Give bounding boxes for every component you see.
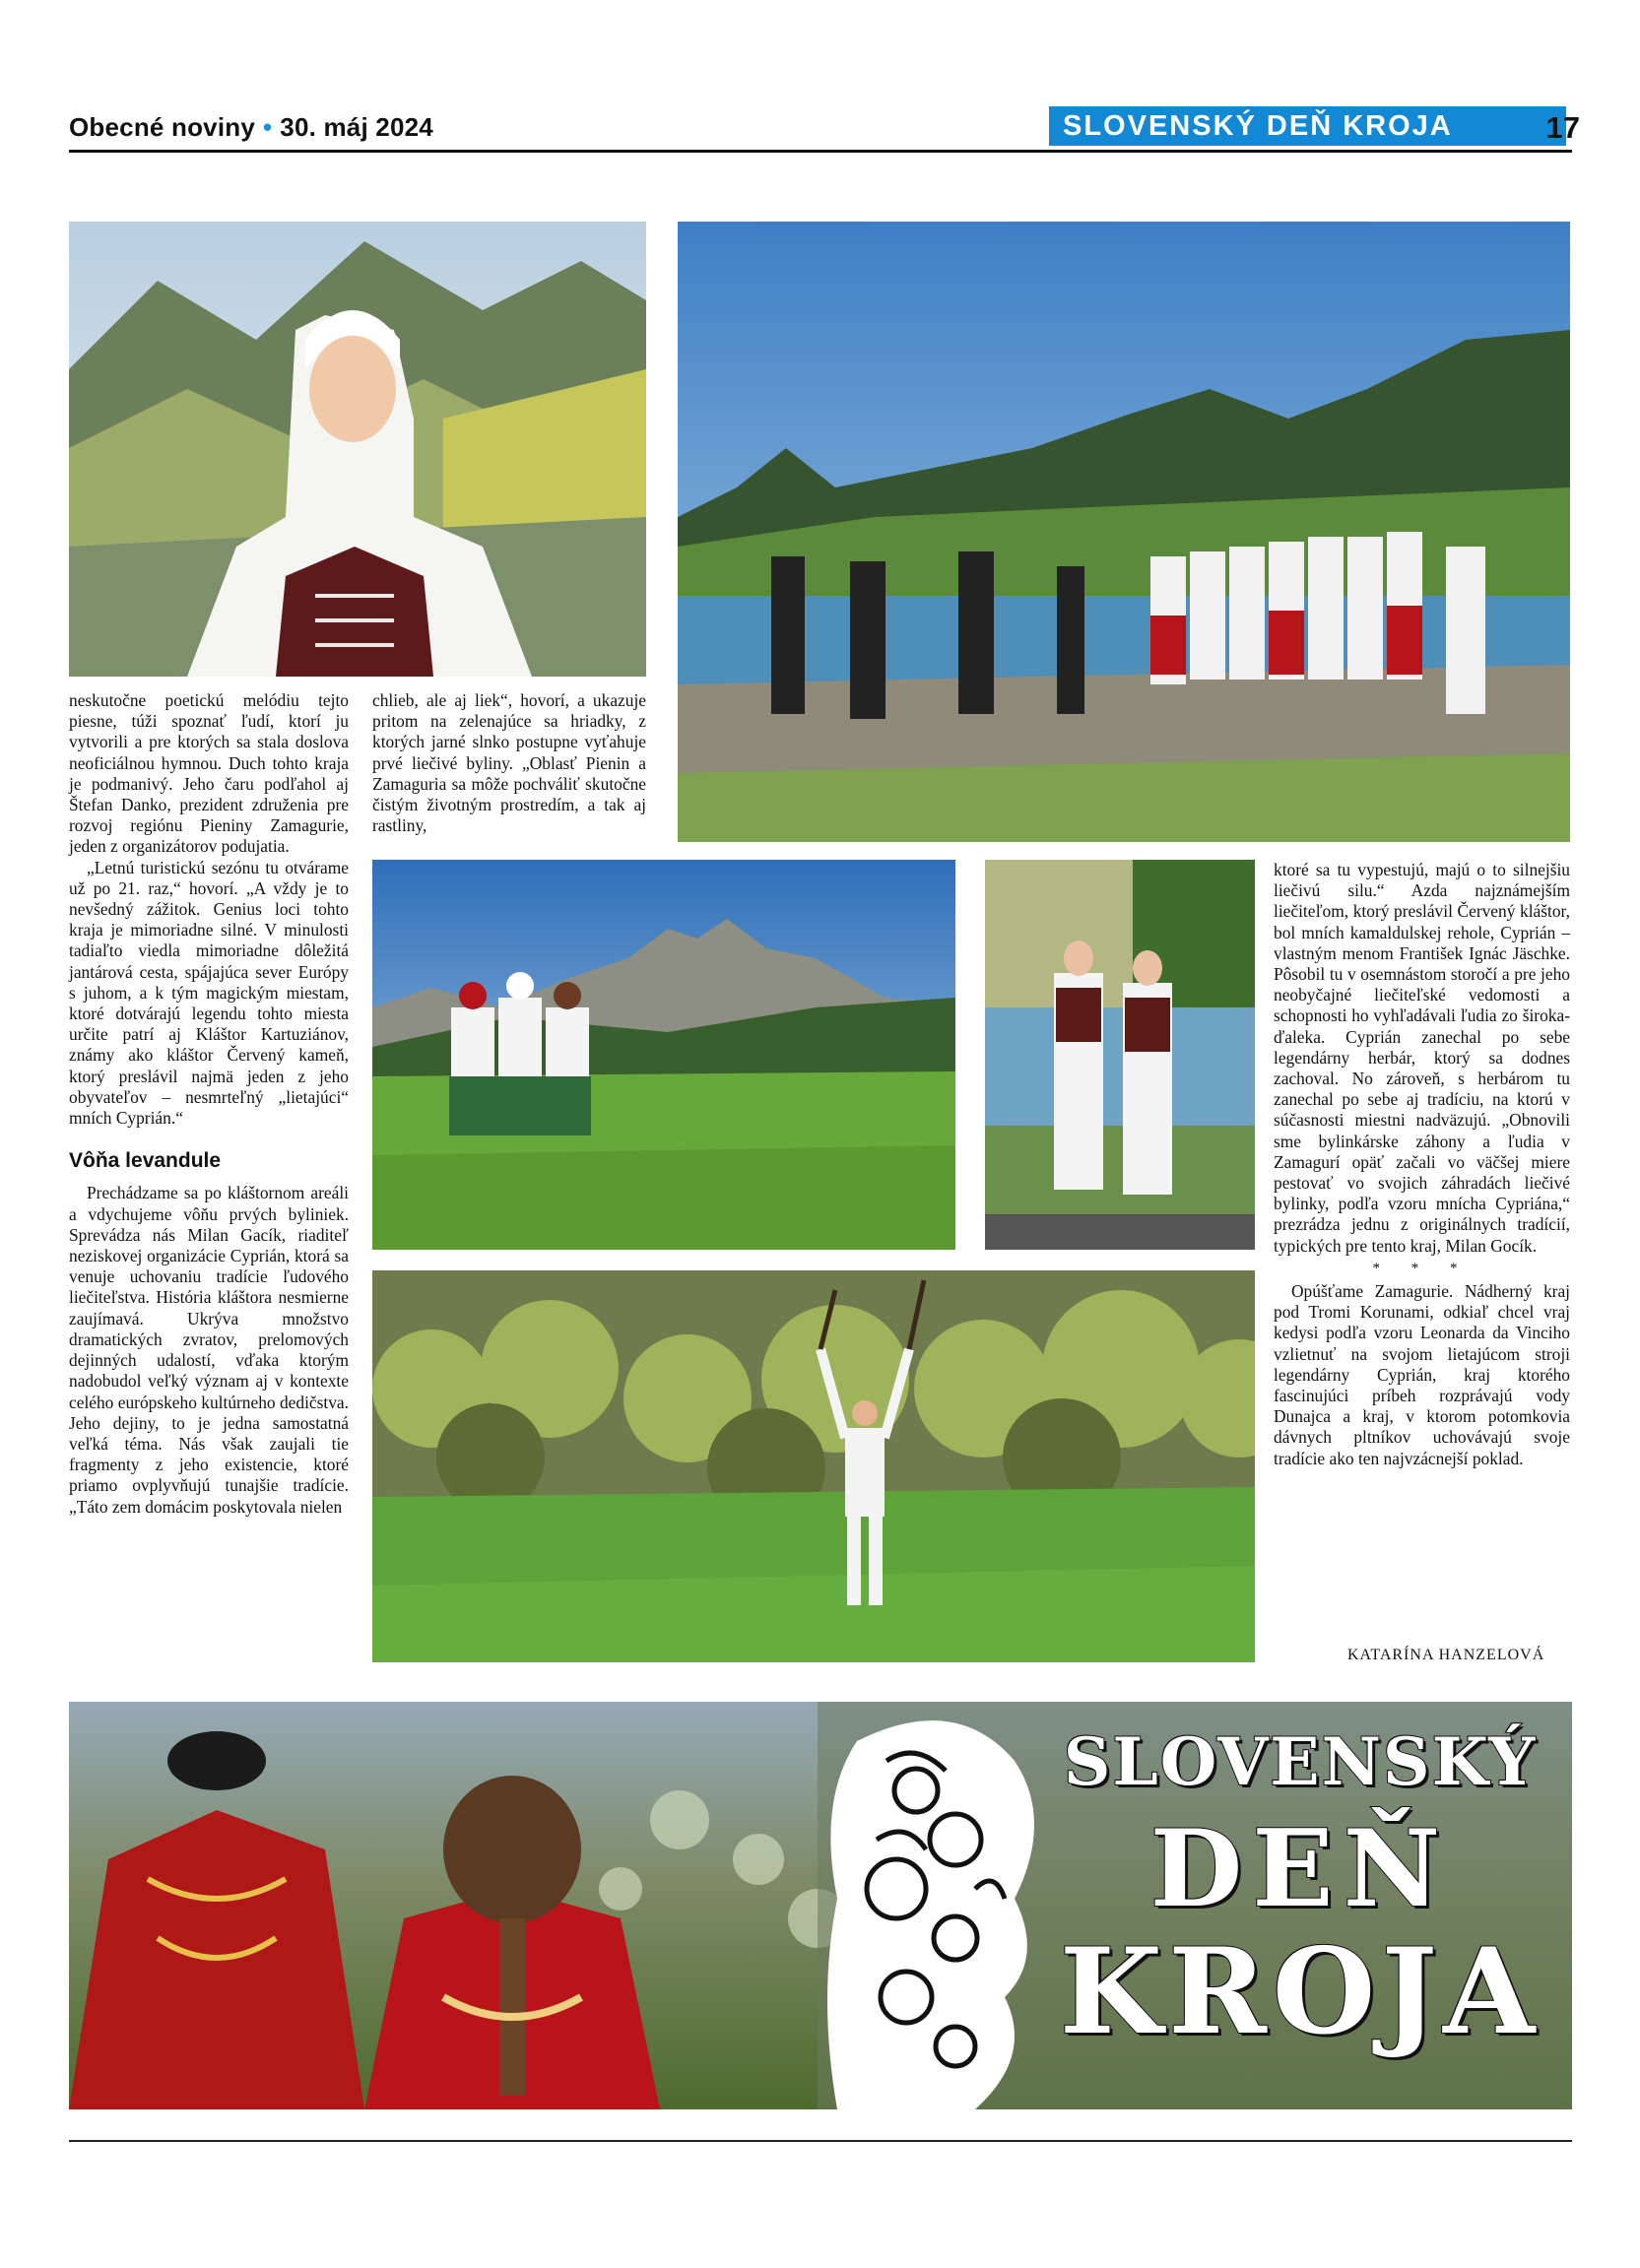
- footer-rule: [69, 2140, 1572, 2142]
- photo-dancer-image: [372, 1270, 1255, 1662]
- promo-banner: [69, 1702, 1572, 2109]
- author-byline: KATARÍNA HANZELOVÁ: [1347, 1647, 1545, 1663]
- article-paragraph: chlieb, ale aj liek“, hovorí, a ukazuje pritom na zelenajúce sa hriadky, z ktorých jarné slnko postupne vyťahuje prvé liečivé byliny. „Oblasť Pienin a Zamaguria sa môže pochváliť skutočne čistým životným prostredím, a tak aj rastliny,: [372, 690, 646, 836]
- photo-two-women: [985, 860, 1255, 1250]
- banner-title-line-1: SLOVENSKÝ: [1063, 1723, 1538, 1800]
- article-paragraph: ktoré sa tu vypestujú, majú o to silnejšiu liečivú silu.“ Azda najznámejším liečiteľom, ktorý preslávil Červený kláštor, bol mních kamaldulskej rehole, Cyprián – vlastným menom František Ignác Jäschke. Pôsobil tu v osemnástom storočí a pre jeho neobyčajné liečiteľské vedomosti a schopnosti ho vyhľadávali ľudia zo široka-ďaleka. Cyprián zanechal po sebe legendárny herbár, ktorý sa dodnes zachoval. No zároveň, s herbárom tu zanechal po sebe aj tradíciu, na ktorú v súčasnosti miestni nadväzujú. „Obnovili sme bylinkárske záhony a ľudia v Zamagurí opäť začali vo väčšej miere pestovať vo svojich záhradách liečivé bylinky, podľa vzoru mnícha Cypriána,“ prezrádza jednu z originálnych tradícií, typických pre tento kraj, Milan Gocík.: [1274, 860, 1570, 1256]
- issue-date: 30. máj 2024: [280, 112, 433, 142]
- article-paragraph: „Letnú turistickú sezónu tu otvárame už po 21. raz,“ hovorí. „A vždy je to nevšedný zážitok. Genius loci tohto kraja je mimoriadne silné. V minulosti tadiaľto viedla mimoriadne dôležitá jantárová cesta, spájajúca sever Európy s juhom, a k tým magickým miestam, ktoré dotvárajú legendu tohto miesta určite patrí aj Kláštor Kartuziánov, známy ako kláštor Červený kameň, ktorý preslávil najmä jeden z jeho obyvateľov – nesmrteľný „lietajúci“ mních Cyprián.“: [69, 857, 349, 1129]
- photo-three-women-image: [372, 860, 955, 1250]
- photo-portrait-image: [69, 222, 646, 677]
- page-number: 17: [1545, 110, 1580, 145]
- article-paragraph: Prechádzame sa po kláštornom areáli a vdychujeme vôňu prvých byliniek. Sprevádza nás Milan Gacík, riaditeľ neziskovej organizácie Cyprián, ktorá sa venuje uchovaniu tradície ľudového liečiteľstva. História kláštora nesmierne zaujímavá. Ukrýva množstvo dramatických zvratov, prelomových dejinných udalostí, vďaka ktorým nadobudol veľký význam aj v kontexte celého európskeho kultúrneho dedičstva. Jeho dejiny, to je jedna samostatná veľká téma. Nás však zaujali tie fragmenty z jeho existencie, ktoré priamo ovplyvňujú tunajšie tradície. „Táto zem domácim poskytovala nielen: [69, 1183, 349, 1517]
- photo-dancer: [372, 1270, 1255, 1662]
- article-column-3: [1274, 860, 1570, 1469]
- section-tag: SLOVENSKÝ DEŇ KROJA: [1049, 106, 1566, 146]
- banner-title: [1034, 1719, 1566, 2061]
- publication-line: [69, 112, 433, 143]
- article-paragraph: Opúšťame Zamagurie. Nádherný kraj pod Tromi Korunami, odkiaľ chcel vraj kedysi podľa vzoru Leonarda da Vinciho vzlietnuť na svojom lietajúcom stroji legendárny Cyprián, kraj ktorého fascinujúci príbeh rozprávajú vody Dunajca a kraj, v ktorom potomkovia dávnych pltníkov uchovávajú svoje tradície ako ten najvzácnejší poklad.: [1274, 1281, 1570, 1468]
- photo-group: [678, 222, 1570, 842]
- section-separator: * * *: [1372, 1260, 1472, 1276]
- separator-dot: •: [262, 112, 273, 142]
- photo-portrait: [69, 222, 646, 677]
- article-column-2: [372, 690, 646, 836]
- page-header: [69, 106, 1580, 150]
- article-paragraph: neskutočne poetickú melódiu tejto piesne, túži spoznať ľudí, ktorí ju vytvorili a pre ktorých sa stala doslova neoficiálnou hymnou. Duch tohto kraja je podmanivý. Jeho čaru podľahol aj Štefan Danko, prezident združenia pre rozvoj regiónu Pieniny Zamagurie, jeden z organizátorov podujatia.: [69, 690, 349, 857]
- publication-name: Obecné noviny: [69, 112, 255, 142]
- photo-two-women-image: [985, 860, 1255, 1250]
- banner-title-line-2: DEŇ: [1149, 1807, 1451, 1931]
- photo-group-image: [678, 222, 1570, 842]
- header-rule: [69, 150, 1572, 153]
- photo-three-women: [372, 860, 955, 1250]
- banner-title-line-3: KROJA: [1059, 1922, 1542, 2061]
- article-column-1: [69, 690, 349, 1518]
- article-subhead: Vôňa levandule: [69, 1149, 222, 1173]
